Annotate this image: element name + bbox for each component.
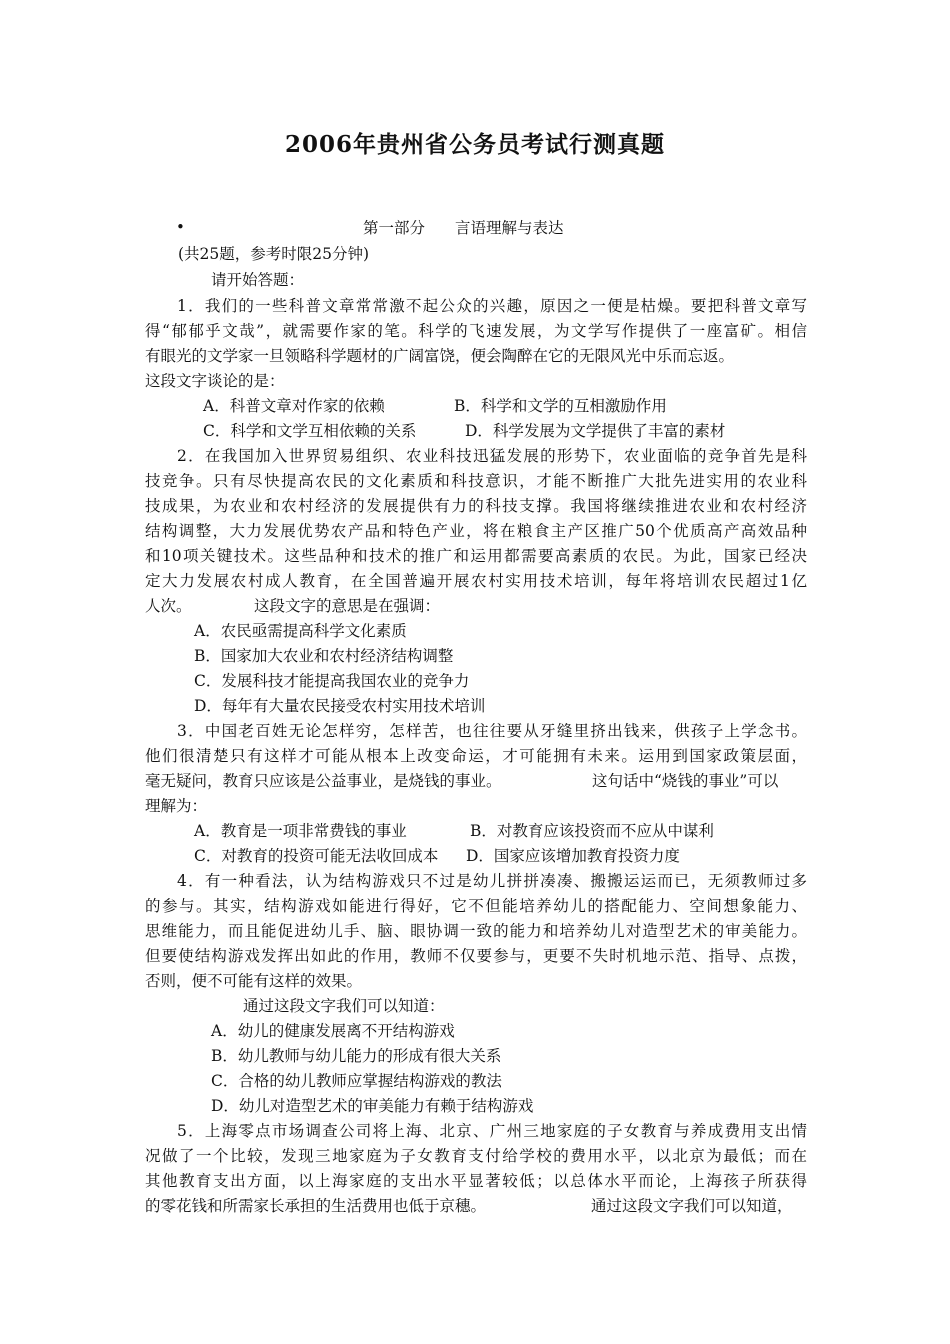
section-info: (共25题，参考时限25分钟): [178, 245, 370, 263]
q4-line-2: 的参与。其实，结构游戏如能进行得好，它不但能培养幼儿的搭配能力、空间想象能力、: [145, 897, 807, 915]
page-title: 2006年贵州省公务员考试行测真题: [284, 131, 665, 158]
section-bullet: •: [176, 218, 185, 236]
q2-line-4: 结构调整，大力发展优势农产品和特色产业，将在粮食主产区推广50个优质高产高效品种: [145, 522, 807, 540]
q1-line-1: 1．我们的一些科普文章常常激不起公众的兴趣，原因之一便是枯燥。要把科普文章写: [177, 297, 807, 315]
q2-line-3: 技成果，为农业和农村经济的发展提供有力的科技支撑。我国将继续推进农业和农村经济: [145, 497, 807, 515]
q1-option-b: B．科学和文学的互相激励作用: [454, 397, 667, 415]
q1-option-a: A．科普文章对作家的依赖: [203, 397, 385, 415]
q3-prompt: 这句话中“烧钱的事业”可以: [592, 772, 779, 790]
q1-line-3: 有眼光的文学家一旦领略科学题材的广阔富饶，便会陶醉在它的无限风光中乐而忘返。: [145, 347, 735, 365]
q1-prompt: 这段文字谈论的是：: [145, 372, 285, 390]
q2-line-1: 2．在我国加入世界贸易组织、农业科技迅猛发展的形势下，农业面临的竞争首先是科: [177, 447, 807, 465]
q4-option-d: D．幼儿对造型艺术的审美能力有赖于结构游戏: [211, 1097, 534, 1115]
q4-line-5: 否则，便不可能有这样的效果。: [145, 972, 363, 990]
q4-line-1: 4．有一种看法，认为结构游戏只不过是幼儿拼拼凑凑、搬搬运运而已，无须教师过多: [177, 872, 807, 890]
q5-line-1: 5．上海零点市场调查公司将上海、北京、广州三地家庭的子女教育与养成费用支出情: [177, 1122, 807, 1140]
section-start: 请开始答题：: [211, 271, 305, 289]
q2-option-b: B．国家加大农业和农村经济结构调整: [194, 647, 454, 665]
q5-prompt: 通过这段文字我们可以知道，: [591, 1197, 793, 1215]
q4-option-c: C．合格的幼儿教师应掌握结构游戏的教法: [211, 1072, 502, 1090]
q3-line-3: 毫无疑问，教育只应该是公益事业，是烧钱的事业。: [145, 772, 502, 790]
q2-line-5: 和10项关键技术。这些品种和技术的推广和运用都需要高素质的农民。为此，国家已经决: [145, 547, 807, 565]
q5-line-4: 的零花钱和所需家长承担的生活费用也低于京穗。: [145, 1197, 487, 1215]
q1-option-d: D．科学发展为文学提供了丰富的素材: [465, 422, 726, 440]
q4-prompt: 通过这段文字我们可以知道：: [243, 997, 445, 1015]
q3-option-a: A．教育是一项非常费钱的事业: [194, 822, 407, 840]
q2-option-d: D．每年有大量农民接受农村实用技术培训: [194, 697, 486, 715]
q5-line-3: 其他教育支出方面，以上海家庭的支出水平显著较低；以总体水平而论，上海孩子所获得: [145, 1172, 807, 1190]
q4-option-b: B．幼儿教师与幼儿能力的形成有很大关系: [211, 1047, 502, 1065]
q2-prompt: 这段文字的意思是在强调：: [254, 597, 441, 615]
q3-option-b: B．对教育应该投资而不应从中谋利: [470, 822, 714, 840]
q4-option-a: A．幼儿的健康发展离不开结构游戏: [211, 1022, 455, 1040]
q2-line-7: 人次。: [145, 597, 192, 615]
q2-option-a: A．农民亟需提高科学文化素质: [194, 622, 407, 640]
q1-option-c: C．科学和文学互相依赖的关系: [203, 422, 417, 440]
section-topic: 言语理解与表达: [455, 219, 564, 237]
q4-line-4: 但要使结构游戏发挥出如此的作用，教师不仅要参与，更要不失时机地示范、指导、点拨，: [145, 947, 807, 965]
q4-line-3: 思维能力，而且能促进幼儿手、脑、眼协调一致的能力和培养幼儿对造型艺术的审美能力。: [145, 922, 807, 940]
q2-line-6: 定大力发展农村成人教育，在全国普遍开展农村实用技术培训，每年将培训农民超过1亿: [145, 572, 807, 590]
section-name: 第一部分: [363, 219, 426, 237]
q3-line-2: 他们很清楚只有这样才可能从根本上改变命运，才可能拥有未来。运用到国家政策层面，: [145, 747, 807, 765]
q5-line-2: 况做了一个比较，发现三地家庭为子女教育支付给学校的费用水平，以北京为最低；而在: [145, 1147, 807, 1165]
q2-option-c: C．发展科技才能提高我国农业的竞争力: [194, 672, 470, 690]
q3-option-c: C．对教育的投资可能无法收回成本: [194, 847, 439, 865]
q2-line-2: 技竞争。只有尽快提高农民的文化素质和科技意识，才能不断推广大批先进实用的农业科: [145, 472, 807, 490]
q3-line-1: 3．中国老百姓无论怎样穷，怎样苦，也往往要从牙缝里挤出钱来，供孩子上学念书。: [177, 722, 807, 740]
q3-option-d: D．国家应该增加教育投资力度: [466, 847, 680, 865]
q3-prompt-end: 理解为：: [145, 797, 208, 815]
q1-line-2: 得“郁郁乎文哉”，就需要作家的笔。科学的飞速发展，为文学写作提供了一座富矿。相信: [145, 322, 807, 340]
